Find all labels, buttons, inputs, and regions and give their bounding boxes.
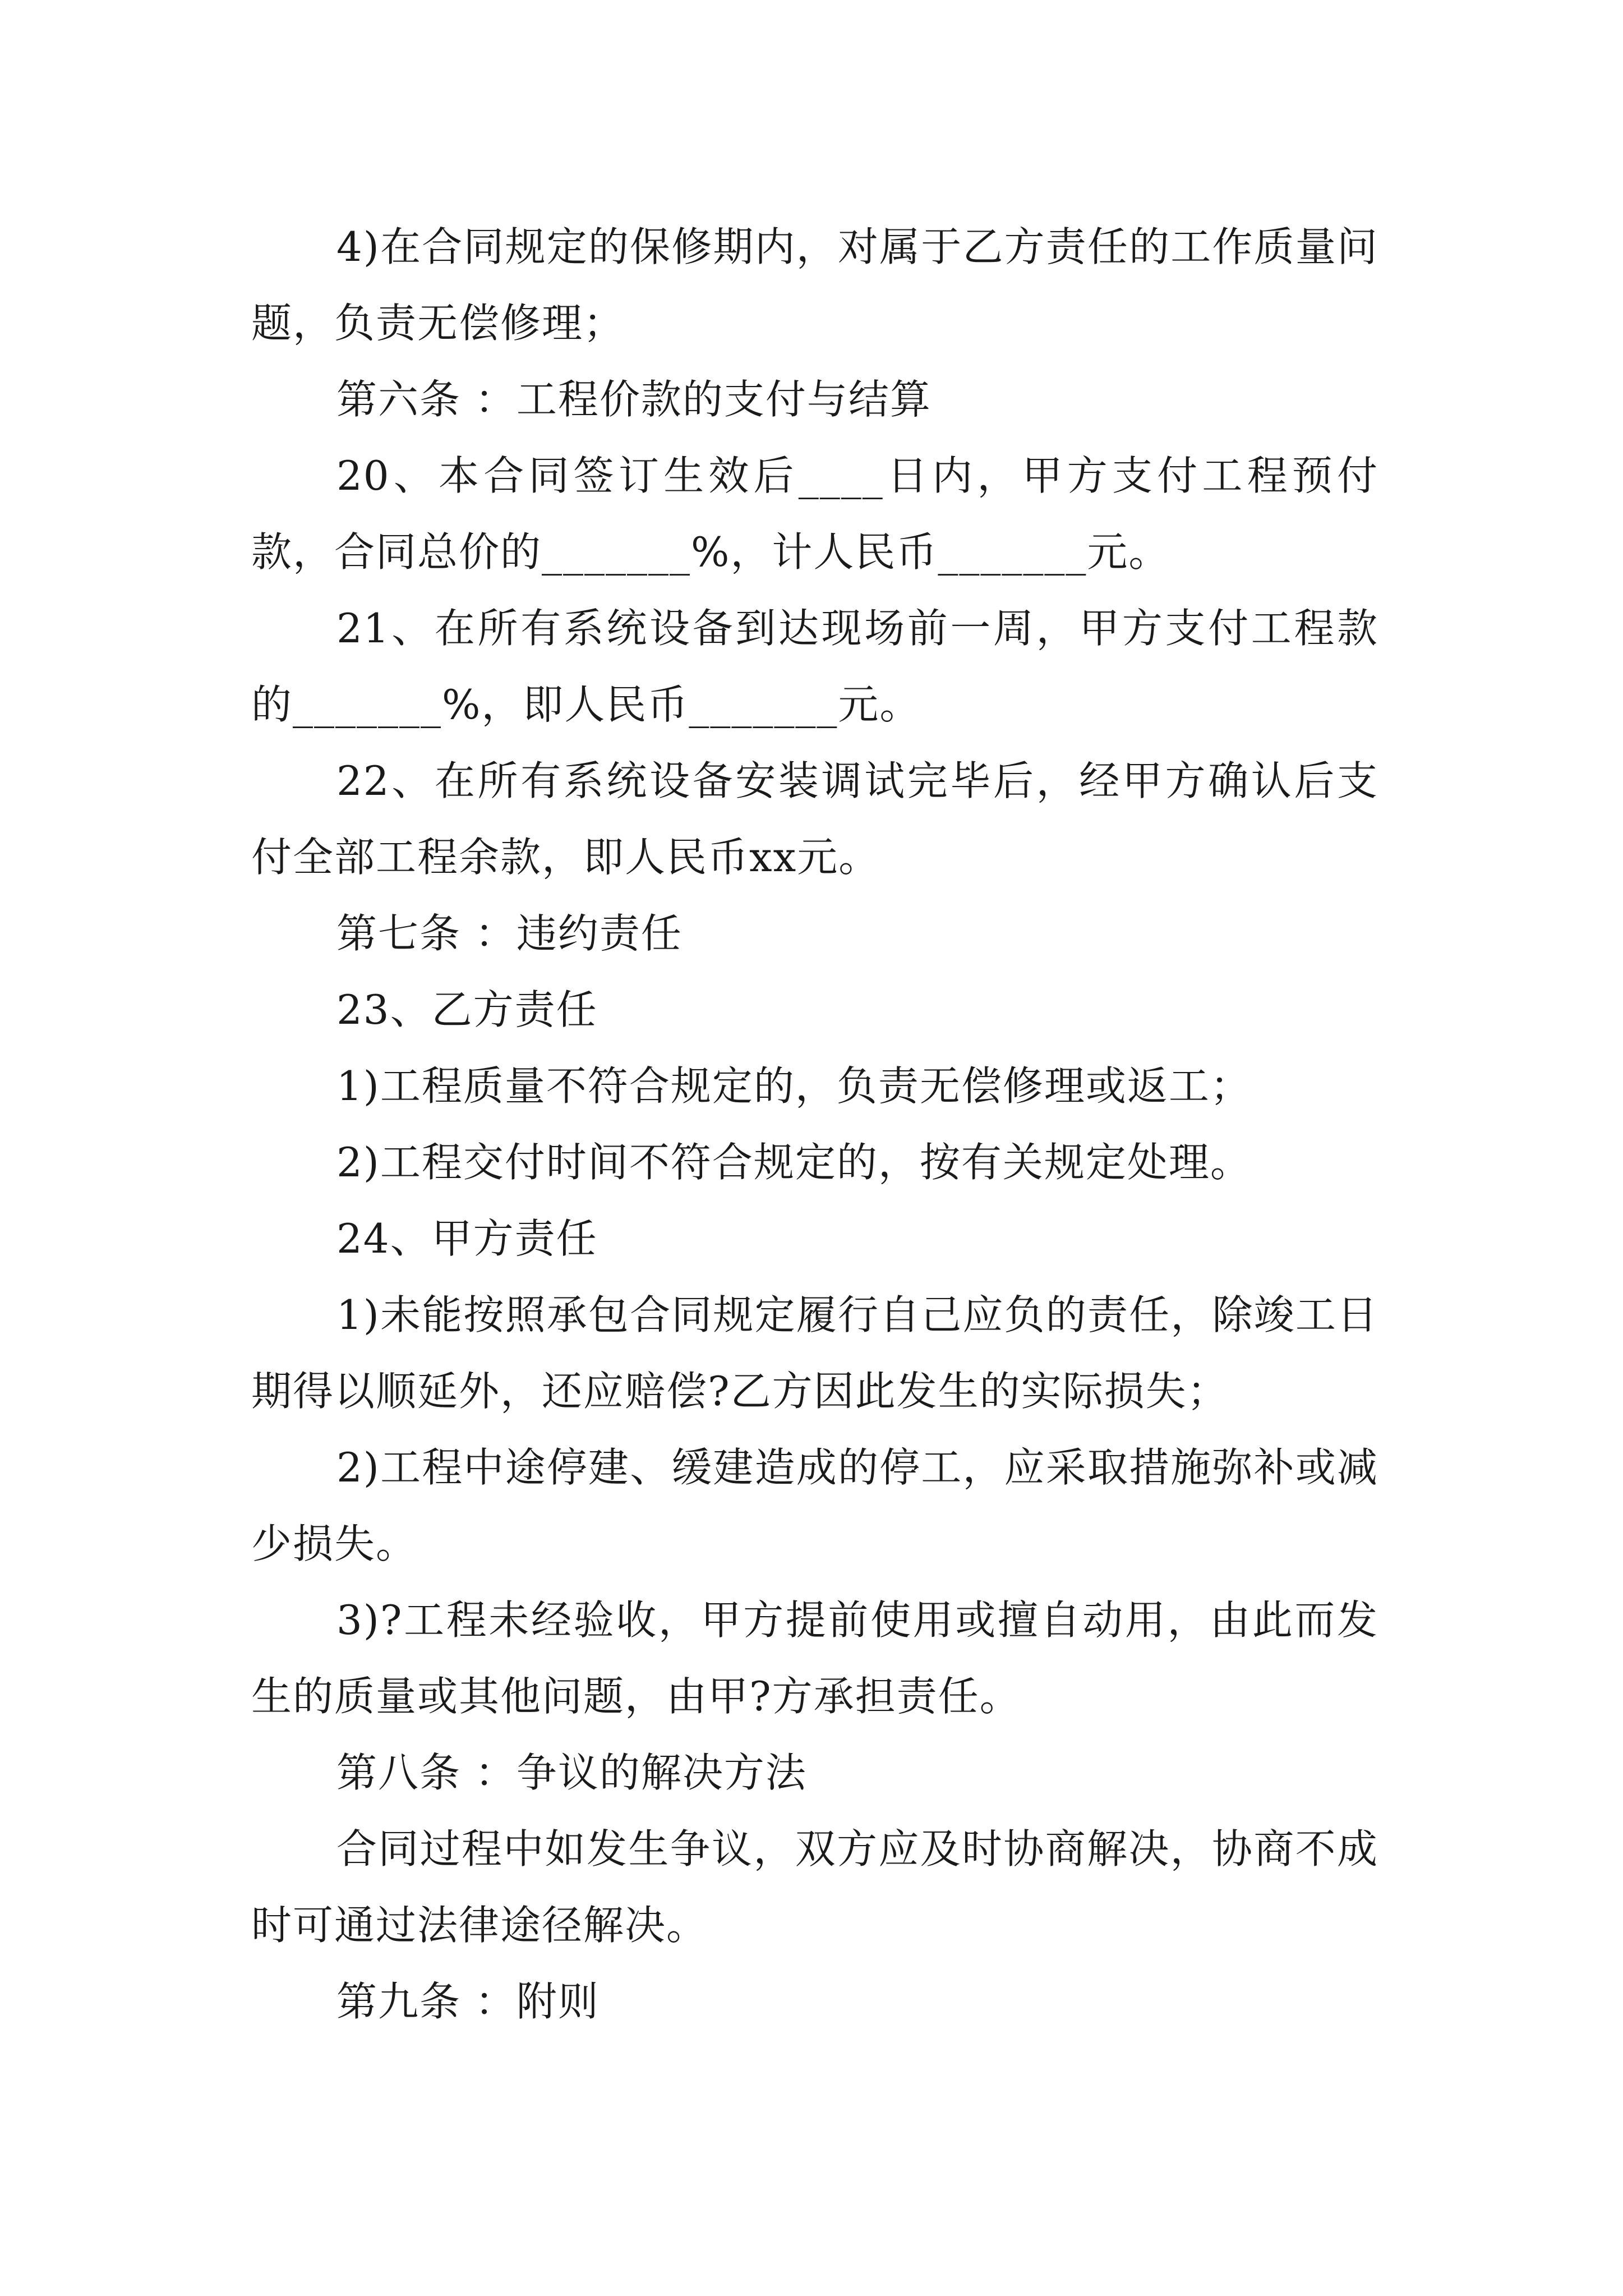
article-9-heading: 第九条 ：附则 [336, 1978, 600, 2025]
paragraph-23-party-b-liability: 23、乙方责任 [336, 986, 598, 1033]
document-body [251, 209, 1378, 2040]
paragraph-dispute-resolution: 合同过程中如发生争议，双方应及时协商解决，协商不成时可通过法律途径解决。 [251, 1825, 1378, 1949]
paragraph-24-item-1: 1)未能按照承包合同规定履行自己应负的责任，除竣工日期得以顺延外，还应赔偿?乙方因此发生的实际损失； [251, 1291, 1378, 1415]
article-8-heading: 第八条 ：争议的解决方法 [336, 1749, 807, 1796]
paragraph-24-item-3: 3)?工程未经验收，甲方提前使用或擅自动用，由此而发生的质量或其他问题，由甲?方承担责任。 [251, 1596, 1378, 1720]
paragraph-warranty-repair: 4)在合同规定的保修期内，对属于乙方责任的工作质量问题，负责无偿修理； [251, 223, 1378, 347]
paragraph-22-final-payment: 22、在所有系统设备安装调试完毕后，经甲方确认后支付全部工程余款，即人民币xx元。 [251, 757, 1378, 881]
paragraph-20-advance-payment: 20、本合同签订生效后____日内，甲方支付工程预付款，合同总价的_______%，计人民币_______元。 [251, 452, 1378, 576]
article-7-heading: 第七条 ：违约责任 [336, 910, 683, 957]
paragraph-21-progress-payment: 21、在所有系统设备到达现场前一周，甲方支付工程款的_______%，即人民币_______元。 [251, 605, 1378, 728]
paragraph-23-item-2: 2)工程交付时间不符合规定的，按有关规定处理。 [336, 1139, 1252, 1186]
article-6-heading: 第六条 ：工程价款的支付与结算 [336, 376, 932, 423]
paragraph-24-party-a-liability: 24、甲方责任 [336, 1215, 598, 1262]
paragraph-23-item-1: 1)工程质量不符合规定的，负责无偿修理或返工； [336, 1062, 1252, 1110]
paragraph-24-item-2: 2)工程中途停建、缓建造成的停工，应采取措施弥补或减少损失。 [251, 1444, 1378, 1567]
